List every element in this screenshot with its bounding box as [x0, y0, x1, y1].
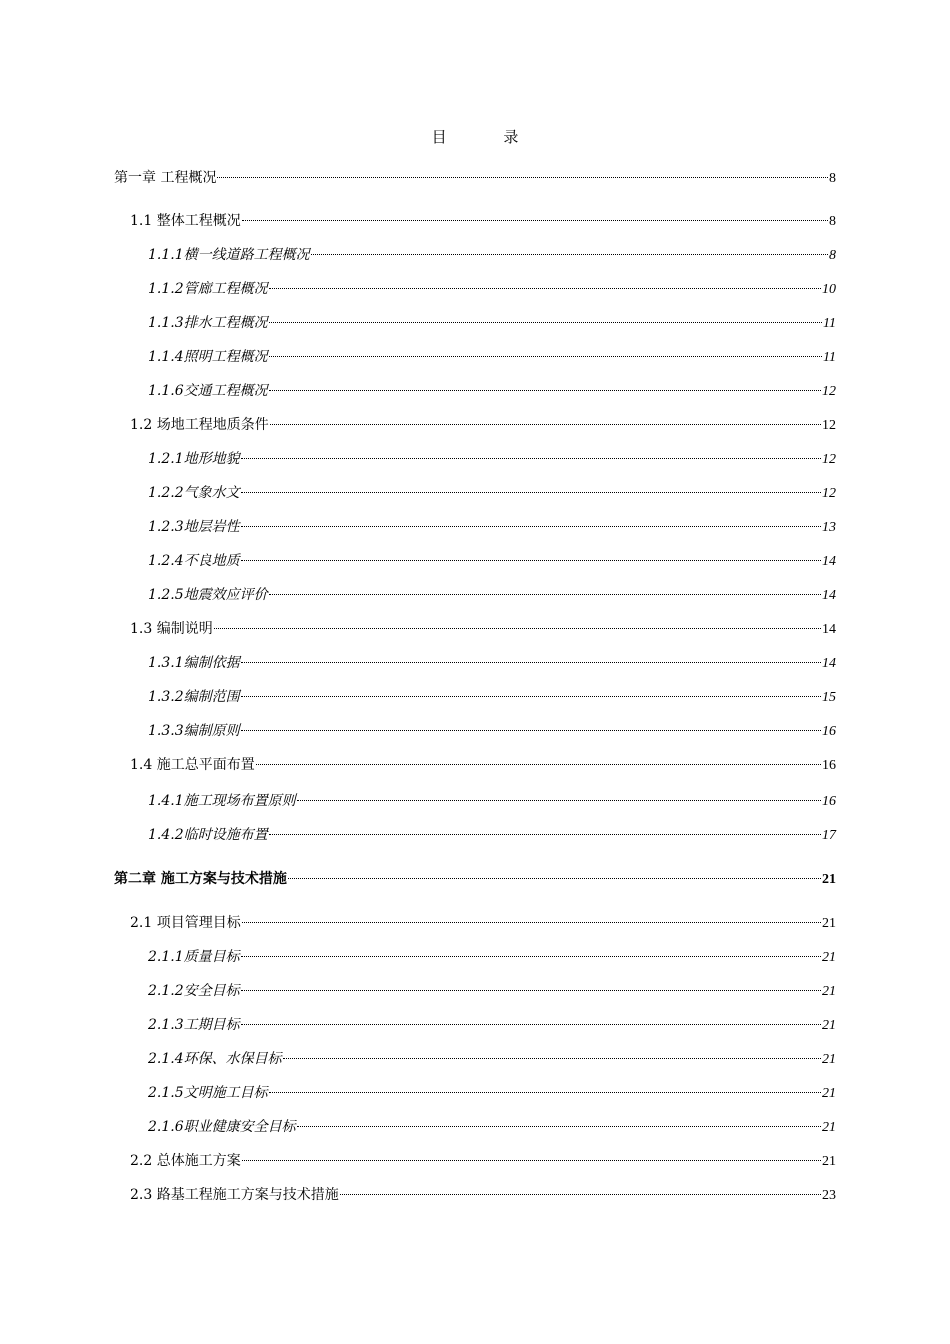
dot-leader — [242, 205, 828, 225]
toc-entry-label: 1.1.2管廊工程概况 — [148, 281, 268, 297]
toc-entry-2-1-4[interactable] — [148, 1043, 836, 1067]
toc-entry-label: 1.2.3地层岩性 — [148, 519, 240, 535]
toc-entry-page: 12 — [822, 452, 836, 467]
toc-entry-page: 15 — [822, 690, 836, 705]
toc-entry-page: 21 — [822, 984, 836, 999]
dot-leader — [269, 375, 821, 395]
toc-entry-2-1[interactable] — [130, 907, 836, 931]
toc-entry-1-2-4[interactable] — [148, 545, 836, 569]
toc-entry-label: 1.2.1地形地貌 — [148, 451, 240, 467]
toc-entry-page: 8 — [829, 214, 836, 229]
toc-entry-label: 1.2.5地震效应评价 — [148, 587, 268, 603]
toc-entry-2-1-3[interactable] — [148, 1009, 836, 1033]
toc-entry-2-3[interactable] — [130, 1179, 836, 1203]
dot-leader — [269, 1077, 821, 1097]
toc-entry-label: 2.1.1质量目标 — [148, 949, 240, 965]
toc-entry-1-1-3[interactable] — [148, 307, 836, 331]
toc-entry-page: 21 — [822, 1154, 836, 1169]
toc-entry-1-2-3[interactable] — [148, 511, 836, 535]
toc-entry-label: 2.1.6职业健康安全目标 — [148, 1119, 296, 1135]
toc-entry-page: 21 — [822, 950, 836, 965]
toc-entry-label: 第二章 施工方案与技术措施 — [114, 871, 287, 887]
toc-entry-page: 14 — [822, 588, 836, 603]
toc-entry-chapter-2[interactable] — [114, 863, 836, 887]
toc-entry-1-2[interactable] — [130, 409, 836, 433]
toc-entry-page: 13 — [822, 520, 836, 535]
toc-entry-label: 2.1.5文明施工目标 — [148, 1085, 268, 1101]
toc-entry-label: 2.1.3工期目标 — [148, 1017, 240, 1033]
toc-entry-label: 2.2 总体施工方案 — [130, 1153, 241, 1169]
toc-entry-1-2-5[interactable] — [148, 579, 836, 603]
dot-leader — [269, 819, 821, 839]
toc-entry-1-3-2[interactable] — [148, 681, 836, 705]
toc-entry-page: 21 — [822, 1052, 836, 1067]
toc-entry-label: 1.1.4照明工程概况 — [148, 349, 268, 365]
toc-entry-page: 11 — [823, 316, 836, 331]
toc-entry-page: 8 — [829, 171, 836, 186]
toc-entry-1-1-6[interactable] — [148, 375, 836, 399]
dot-leader — [256, 749, 821, 769]
toc-entry-page: 14 — [822, 656, 836, 671]
dot-leader — [288, 863, 821, 883]
toc-entry-label: 1.4.1施工现场布置原则 — [148, 793, 296, 809]
dot-leader — [269, 341, 822, 361]
toc-entry-2-1-1[interactable] — [148, 941, 836, 965]
dot-leader — [270, 409, 821, 429]
toc-entry-page: 23 — [822, 1188, 836, 1203]
dot-leader — [269, 273, 821, 293]
toc-entry-page: 21 — [822, 1018, 836, 1033]
toc-entry-label: 1.1 整体工程概况 — [130, 213, 241, 229]
dot-leader — [311, 239, 828, 259]
dot-leader — [340, 1179, 821, 1199]
toc-entry-label: 1.3 编制说明 — [130, 621, 213, 637]
dot-leader — [241, 1009, 821, 1029]
toc-entry-2-1-2[interactable] — [148, 975, 836, 999]
toc-entry-page: 12 — [822, 486, 836, 501]
toc-entry-page: 21 — [822, 1120, 836, 1135]
dot-leader — [241, 941, 821, 961]
toc-entry-page: 12 — [822, 418, 836, 433]
toc-entry-label: 1.1.3排水工程概况 — [148, 315, 268, 331]
toc-entry-page: 21 — [822, 872, 836, 887]
dot-leader — [283, 1043, 821, 1063]
toc-entry-page: 16 — [822, 794, 836, 809]
toc-entry-chapter-1[interactable] — [114, 162, 836, 186]
toc-entry-label: 1.1.1横一线道路工程概况 — [148, 247, 310, 263]
dot-leader — [241, 647, 821, 667]
dot-leader — [242, 1145, 821, 1165]
toc-entry-label: 2.1.4环保、水保目标 — [148, 1051, 282, 1067]
toc-entry-page: 14 — [822, 554, 836, 569]
toc-entry-label: 1.3.3编制原则 — [148, 723, 240, 739]
toc-entry-page: 11 — [823, 350, 836, 365]
toc-entry-label: 1.2 场地工程地质条件 — [130, 417, 269, 433]
toc-entry-label: 1.4.2临时设施布置 — [148, 827, 268, 843]
toc-entry-label: 1.3.2编制范围 — [148, 689, 240, 705]
dot-leader — [242, 907, 821, 927]
toc-entry-page: 17 — [822, 828, 836, 843]
toc-entry-1-3-1[interactable] — [148, 647, 836, 671]
toc-entry-page: 8 — [829, 248, 836, 263]
dot-leader — [241, 443, 821, 463]
toc-entry-1-3[interactable] — [130, 613, 836, 637]
toc-entry-1-2-1[interactable] — [148, 443, 836, 467]
toc-entry-label: 2.1.2安全目标 — [148, 983, 240, 999]
dot-leader — [241, 545, 821, 565]
dot-leader — [241, 477, 821, 497]
dot-leader — [241, 511, 821, 531]
toc-entry-label: 2.1 项目管理目标 — [130, 915, 241, 931]
toc-entry-1-1[interactable] — [130, 205, 836, 229]
toc-entry-label: 1.2.2气象水文 — [148, 485, 240, 501]
dot-leader — [214, 613, 821, 633]
toc-entry-2-1-6[interactable] — [148, 1111, 836, 1135]
toc-entry-1-3-3[interactable] — [148, 715, 836, 739]
toc-entry-1-1-4[interactable] — [148, 341, 836, 365]
dot-leader — [217, 162, 828, 182]
toc-entry-label: 第一章 工程概况 — [114, 170, 217, 186]
toc-entry-1-2-2[interactable] — [148, 477, 836, 501]
dot-leader — [269, 307, 822, 327]
dot-leader — [297, 1111, 821, 1131]
toc-entry-1-4-2[interactable] — [148, 819, 836, 843]
toc-entry-1-4-1[interactable] — [148, 785, 836, 809]
toc-entry-2-1-5[interactable] — [148, 1077, 836, 1101]
toc-entry-label: 1.1.6交通工程概况 — [148, 383, 268, 399]
toc-entry-1-4[interactable] — [130, 749, 836, 773]
dot-leader — [241, 715, 821, 735]
dot-leader — [241, 975, 821, 995]
toc-entry-page: 14 — [822, 622, 836, 637]
toc-entry-label: 1.4 施工总平面布置 — [130, 757, 255, 773]
dot-leader — [269, 579, 821, 599]
toc-entry-page: 10 — [822, 282, 836, 297]
toc-entry-page: 21 — [822, 1086, 836, 1101]
toc-entry-page: 16 — [822, 758, 836, 773]
toc-entry-label: 1.2.4不良地质 — [148, 553, 240, 569]
toc-entry-page: 21 — [822, 916, 836, 931]
dot-leader — [297, 785, 821, 805]
toc-title: 目 录 — [431, 128, 545, 146]
toc-entry-page: 16 — [822, 724, 836, 739]
dot-leader — [241, 681, 821, 701]
toc-entry-2-2[interactable] — [130, 1145, 836, 1169]
toc-entry-1-1-2[interactable] — [148, 273, 836, 297]
toc-entry-label: 2.3 路基工程施工方案与技术措施 — [130, 1187, 339, 1203]
toc-entry-1-1-1[interactable] — [148, 239, 836, 263]
toc-entry-label: 1.3.1编制依据 — [148, 655, 240, 671]
toc-entry-page: 12 — [822, 384, 836, 399]
